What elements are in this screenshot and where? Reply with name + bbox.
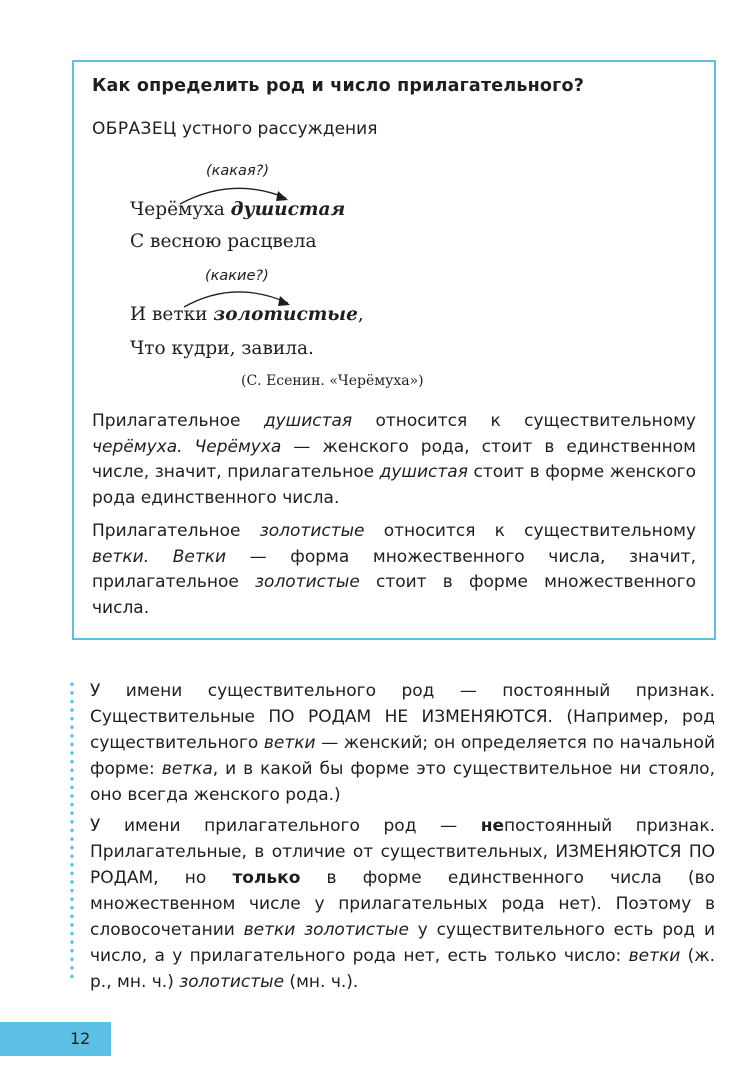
p2-t4: стоит в форме множественного числа.	[92, 572, 696, 618]
p2-i3: золотистые	[255, 572, 360, 592]
p1-i3: душистая	[379, 462, 468, 482]
poem-line-3-b: золотистые	[213, 304, 358, 325]
rule-paragraph-2	[90, 813, 715, 995]
p2-t2: относится к существительному	[364, 521, 697, 541]
r2-t4: у существительного есть род и число, а у прилагательного рода нет, есть только число:	[90, 920, 715, 966]
poem-line-2: С весною расцвела	[130, 231, 317, 252]
sample-caps: ОБРАЗЕЦ	[92, 119, 177, 139]
r2-i3: золотистые	[179, 972, 285, 992]
r2-b2: только	[232, 868, 301, 888]
r2-t5: (ж. р., мн. ч.)	[90, 946, 715, 992]
poem-line-1-b: душистая	[230, 199, 346, 220]
r1-t2: . (Например, род существительного	[90, 707, 715, 753]
poem-source: (С. Есенин. «Черёмуха»)	[241, 373, 424, 389]
r1-t1: У имени существительного род — постоянный признак. Существительные	[90, 681, 715, 727]
p1-i1: душистая	[263, 411, 353, 431]
r2-t1: У имени прилагательного род —	[90, 816, 481, 836]
question-label-1: (какая?)	[206, 163, 270, 179]
p2-t1: Прилагательное	[92, 521, 260, 541]
p2-t3: — форма множественного числа, значит, прилагательное	[92, 546, 696, 592]
r2-i1: ветки золотистые	[243, 920, 409, 940]
sample-rest: устного рассуждения	[176, 119, 378, 139]
p1-i2: черёмуха. Черёмуха	[92, 436, 282, 457]
r1-t3: — женский; он определяется по начальной форме:	[90, 733, 715, 779]
r2-i2: ветки	[628, 946, 681, 966]
poem-line-1-a: Черёмуха	[130, 199, 231, 220]
p1-t3: — женского рода, стоит в единственном числе, значит, прилагательное	[92, 436, 696, 482]
explanation-paragraph-1	[92, 409, 696, 511]
r1-t4: , и в какой бы форме это существительное ни стояло, оно всегда женского рода.)	[90, 759, 715, 805]
poem-line-4: Что кудри, завила.	[130, 338, 314, 359]
r1-i1: ветки	[263, 733, 316, 753]
rule-dotted-marker	[68, 680, 76, 980]
p2-i2: ветки. Ветки	[92, 546, 227, 567]
box-heading: Как определить род и число прилагательного?	[92, 76, 585, 96]
page-number: 12	[70, 1029, 91, 1048]
poem-line-3-a: И ветки	[130, 304, 214, 325]
r1-i2: ветка	[161, 759, 213, 779]
sample-caption	[92, 119, 377, 139]
poem-line-3	[130, 304, 364, 325]
poem-line-3-c: ,	[357, 304, 364, 325]
r2-t2: постоянный признак. Прилагательные, в отличие от существительных, ИЗМЕНЯЮТСЯ ПО РОДАМ, но	[90, 816, 715, 888]
p1-t2: относится к существительному	[352, 411, 696, 431]
p2-i1: золотистые	[259, 521, 365, 541]
p1-t1: Прилагательное	[92, 411, 264, 431]
r2-t3: в форме единственного числа (во множественном числе у прилагательных рода нет). Поэтому в словосочетании	[90, 868, 716, 940]
rule-paragraph-1	[90, 678, 715, 808]
question-label-2: (какие?)	[205, 268, 269, 284]
r1-caps: ПО РОДАМ НЕ ИЗМЕНЯЮТСЯ	[268, 707, 548, 727]
r2-b1: не	[480, 816, 505, 836]
explanation-paragraph-2	[92, 519, 696, 621]
page-number-tab	[0, 1022, 111, 1056]
p1-t4: стоит в форме женского рода единственного числа.	[92, 462, 696, 508]
poem-line-1	[130, 199, 345, 220]
r2-t6: (мн. ч.).	[284, 972, 359, 992]
